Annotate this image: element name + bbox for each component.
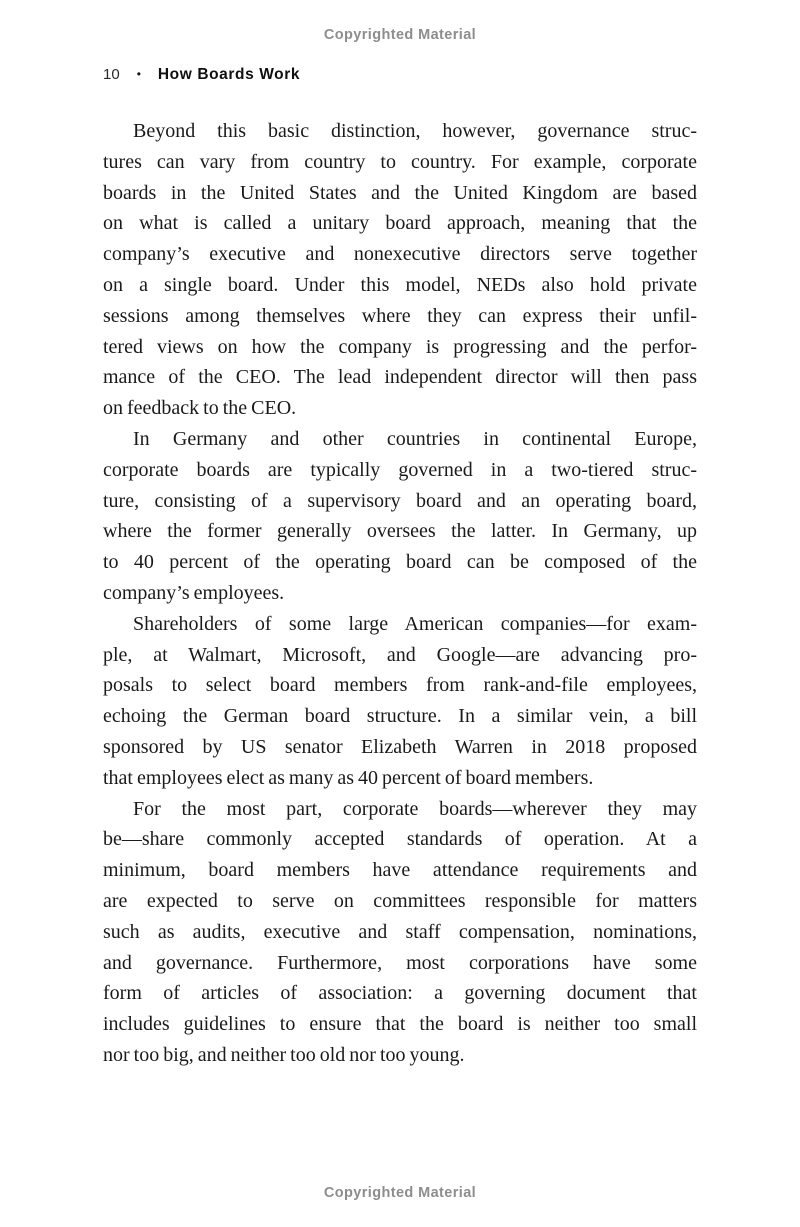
text-line: company’s executive and nonexecutive directors serve together [103,243,697,266]
text-line: ple, at Walmart, Microsoft, and Google—are advancing pro- [103,643,697,666]
text-line: includes guidelines to ensure that the board is neither too small [103,1013,697,1036]
text-line: mance of the CEO. The lead independent director will then pass [103,366,697,389]
text-line: posals to select board members from rank-and-file employees, [103,674,697,697]
text-line: corporate boards are typically governed in a two-tiered struc- [103,458,697,481]
paragraph [103,424,697,609]
text-line: on what is called a unitary board approach, meaning that the [103,212,697,235]
text-line: to 40 percent of the operating board can be composed of the [103,551,697,574]
text-line: boards in the United States and the United Kingdom are based [103,181,697,204]
text-line: sponsored by US senator Elizabeth Warren in 2018 proposed [103,735,697,758]
page-number: 10 [103,66,120,83]
text-line: that employees elect as many as 40 percent of board members. [103,766,594,789]
text-line: on feedback to the CEO. [103,397,297,420]
text-line: such as audits, executive and staff compensation, nominations, [103,920,697,943]
text-line: In Germany and other countries in continental Europe, [133,427,697,450]
running-header [103,66,300,84]
text-line: where the former generally oversees the latter. In Germany, up [103,520,697,543]
running-header-title: How Boards Work [157,66,301,83]
bullet-separator-icon: • [136,67,141,81]
text-line: and governance. Furthermore, most corporations have some [103,951,697,974]
text-line: tered views on how the company is progressing and the perfor- [103,335,697,358]
text-line: For the most part, corporate boards—wherever they may [133,797,697,820]
page-body [103,116,697,1071]
text-line: tures can vary from country to country. For example, corporate [103,150,697,173]
text-line: form of articles of association: a governing document that [103,982,697,1005]
copyright-notice-bottom: Copyrighted Material [323,1185,477,1201]
paragraph [103,116,697,424]
paragraph [103,609,697,794]
text-line: Shareholders of some large American companies—for exam- [133,612,697,635]
text-line: on a single board. Under this model, NEDs also hold private [103,273,697,296]
text-line: minimum, board members have attendance requirements and [103,859,697,882]
text-line: are expected to serve on committees responsible for matters [103,889,697,912]
text-line: ture, consisting of a supervisory board and an operating board, [103,489,697,512]
text-line: echoing the German board structure. In a similar vein, a bill [103,705,697,728]
text-line: Beyond this basic distinction, however, governance struc- [133,120,697,142]
copyright-notice-top: Copyrighted Material [323,27,477,43]
paragraph [103,794,697,1071]
text-line: nor too big, and neither too old nor too young. [103,1043,465,1066]
text-line: be—share commonly accepted standards of operation. At a [103,828,697,851]
text-line: company’s employees. [103,581,285,604]
text-line: sessions among themselves where they can express their unfil- [103,304,697,327]
